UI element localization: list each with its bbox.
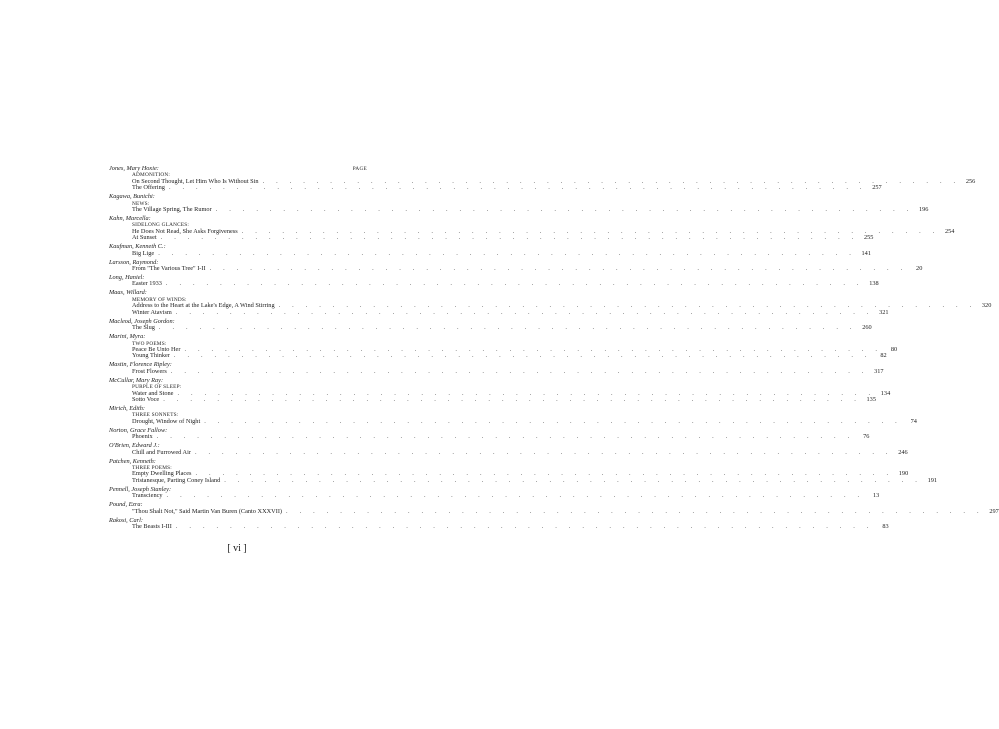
poem-title: Water and Stone xyxy=(132,389,174,397)
poem-title: Easter 1933 xyxy=(132,280,162,288)
toc-entry xyxy=(109,516,889,531)
table-of-contents xyxy=(109,165,999,533)
poem-title: From "The Various Tree" I-II xyxy=(132,265,206,273)
poem-title: Transciency xyxy=(132,492,163,500)
dot-leader xyxy=(157,434,855,440)
toc-entry xyxy=(109,165,976,192)
section-heading: THREE SONNETS: xyxy=(132,412,179,419)
page-number: 255 xyxy=(863,234,874,242)
toc-item xyxy=(109,265,923,273)
page-number: 260 xyxy=(862,324,872,332)
dot-leader xyxy=(286,509,984,515)
dot-leader xyxy=(163,397,861,403)
poem-title: At Sunset xyxy=(132,234,157,242)
poem-title: The Beasts I-III xyxy=(132,523,172,530)
dot-leader xyxy=(166,281,864,287)
dot-leader xyxy=(210,266,908,272)
section-heading: SIDELONG GLANCES: xyxy=(132,222,190,229)
dot-leader xyxy=(195,450,893,456)
toc-item xyxy=(109,433,870,441)
dot-leader xyxy=(216,207,914,213)
poem-title: Sotto Voce xyxy=(132,395,160,403)
poem-title: Phoenix xyxy=(132,433,153,441)
author-name: Norton, Grace Fallow: xyxy=(109,426,168,434)
author-name: Patchen, Kenneth: xyxy=(109,457,156,465)
toc-item xyxy=(109,523,889,530)
page-number: 13 xyxy=(873,492,880,500)
toc-entry xyxy=(109,501,999,515)
page-number: 191 xyxy=(927,476,938,484)
page-number: 257 xyxy=(872,184,882,192)
dot-leader xyxy=(161,235,859,241)
poem-title: The Village Spring, The Rumor xyxy=(132,206,212,214)
page-number: 254 xyxy=(945,227,955,235)
page-number: 321 xyxy=(879,308,889,316)
page-number: 190 xyxy=(898,470,909,478)
toc-entry xyxy=(109,258,923,273)
dot-leader xyxy=(204,419,902,425)
author-name: Pennell, Joseph Stanley: xyxy=(109,485,172,493)
toc-entry xyxy=(109,485,880,500)
poem-title: Empty Dwelling Places xyxy=(132,470,192,478)
dot-leader xyxy=(176,524,874,530)
toc-item xyxy=(109,417,917,425)
section-heading: MEMORY OF WINDS: xyxy=(132,296,187,303)
poem-title: Drought, Window of Night xyxy=(132,417,201,425)
toc-item xyxy=(109,184,882,192)
poem-title: Address to the Heart at the Lake's Edge, A Wind Stirring xyxy=(132,302,275,310)
toc-item xyxy=(109,324,872,332)
page-number: 256 xyxy=(965,177,976,185)
section-heading: ADMONITION: xyxy=(132,172,171,179)
dot-leader xyxy=(176,310,874,316)
poem-title: Big Lige xyxy=(132,249,155,257)
author-name: Marini, Myra: xyxy=(109,333,146,341)
page-column-label: PAGE xyxy=(352,166,367,172)
toc-entry xyxy=(109,376,891,404)
poem-title: The Slug xyxy=(132,324,155,332)
author-name: McCullar, Mary Ray: xyxy=(109,376,164,384)
author-name: Mastin, Florence Ripley: xyxy=(109,361,172,369)
section-heading: THREE POEMS: xyxy=(132,464,172,471)
author-name: Long, Haniel: xyxy=(109,274,145,282)
dot-leader xyxy=(174,353,872,359)
toc-item xyxy=(109,352,887,360)
section-heading: NEWS: xyxy=(132,200,150,207)
toc-entry xyxy=(109,361,884,375)
poem-title: Winter Atavism xyxy=(132,308,172,316)
author-name: Mirich, Edith: xyxy=(109,404,146,412)
page-number: 320 xyxy=(981,302,992,310)
author-name: O'Brien, Edward J.: xyxy=(109,442,160,450)
toc-item xyxy=(109,492,880,500)
page-number: 134 xyxy=(880,389,891,397)
page-number: 297 xyxy=(989,507,999,515)
page-number: 80 xyxy=(890,345,898,353)
page-number: 246 xyxy=(898,448,908,456)
toc-entry xyxy=(109,317,872,332)
page-number: 196 xyxy=(918,206,929,214)
toc-item xyxy=(109,507,999,515)
toc-item xyxy=(109,476,938,484)
page-number: 135 xyxy=(866,395,876,403)
dot-leader xyxy=(167,493,865,499)
section-heading: TWO POEMS: xyxy=(132,340,167,347)
toc-entry xyxy=(109,404,917,425)
toc-entry xyxy=(109,193,929,214)
author-name: Macleod, Joseph Gordon: xyxy=(109,317,175,325)
dot-leader xyxy=(169,185,867,191)
poem-title: Frost Flowers xyxy=(132,367,167,375)
author-name: Kaufman, Kenneth C.: xyxy=(109,243,166,251)
author-name: Maas, Willard: xyxy=(109,289,147,297)
toc-entry xyxy=(109,426,870,441)
dot-leader xyxy=(158,251,856,257)
toc-entry xyxy=(109,333,898,360)
section-heading: PURPLE OF SLEEP: xyxy=(132,384,182,391)
author-name: Jones, Mary Hoxie: xyxy=(109,165,159,172)
dot-leader xyxy=(159,325,857,331)
page-number: 138 xyxy=(869,280,879,288)
poem-title: Peace Be Unto Her xyxy=(132,345,181,353)
toc-entries xyxy=(109,165,999,530)
author-name: Kahn, Marcella: xyxy=(109,215,151,223)
toc-item xyxy=(109,206,929,214)
page-number: 74 xyxy=(910,417,917,425)
dot-leader xyxy=(171,369,869,375)
poem-title: The Offering xyxy=(132,184,165,192)
poem-title: Tristanesque, Parting Coney Island xyxy=(132,476,221,484)
page-number: 83 xyxy=(882,523,889,530)
toc-entry xyxy=(109,243,871,257)
toc-item xyxy=(109,367,884,375)
dot-leader xyxy=(224,478,922,484)
page-folio: [ vi ] xyxy=(227,543,247,554)
poem-title: "Thou Shalt Not," Said Martin Van Buren (Canto XXXVII) xyxy=(132,507,283,515)
toc-item xyxy=(109,308,889,316)
author-name: Larsson, Raymond: xyxy=(109,258,159,266)
toc-item xyxy=(109,448,908,456)
page-number: 20 xyxy=(916,265,923,273)
author-name: Pound, Ezra: xyxy=(109,501,143,509)
toc-entry xyxy=(109,215,955,242)
author-name: Kagawa, Bunichi: xyxy=(109,193,155,201)
author-name: Rakosi, Carl: xyxy=(109,516,143,524)
toc-entry xyxy=(109,289,992,316)
toc-item xyxy=(109,249,871,257)
toc-entry xyxy=(109,274,879,288)
page-number: 82 xyxy=(880,352,887,360)
poem-title: He Does Not Read, She Asks Forgiveness xyxy=(132,227,238,235)
poem-title: On Second Thought, Let Him Who Is Without Sin xyxy=(132,177,259,185)
toc-item xyxy=(109,280,879,288)
toc-entry xyxy=(109,457,938,485)
poem-title: Young Thinker xyxy=(132,352,170,360)
page-number: 317 xyxy=(874,367,884,375)
toc-entry xyxy=(109,442,908,456)
toc-item xyxy=(109,234,874,242)
page-number: 76 xyxy=(863,433,870,441)
poem-title: Chill and Furrowed Air xyxy=(132,448,191,456)
toc-item xyxy=(109,395,876,403)
page-number: 141 xyxy=(861,249,871,257)
